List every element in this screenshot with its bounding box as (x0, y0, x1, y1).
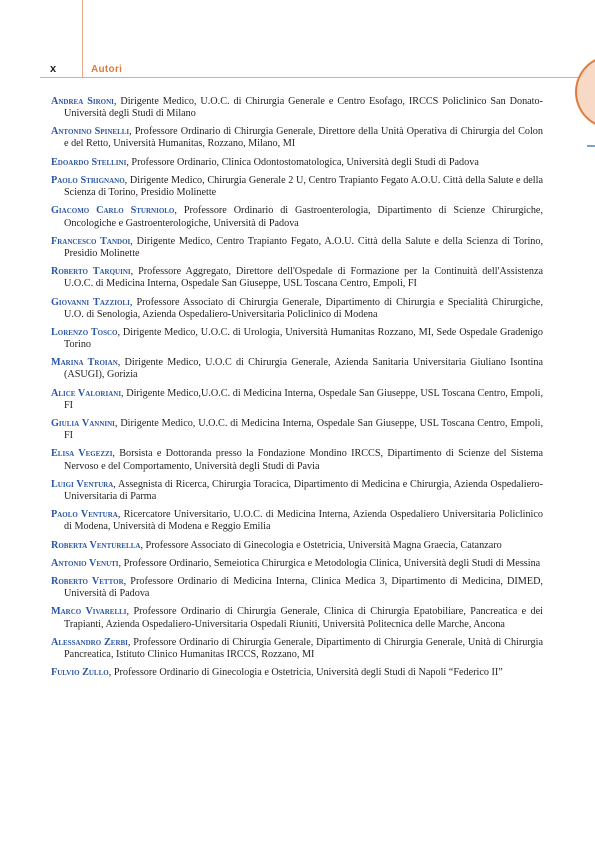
author-entry (51, 96, 543, 120)
author-affiliation: , Professore Ordinario di Chirurgia Generale, Clinica di Chirurgia Epatobiliare, Pancreatica e dei Trapianti, Azienda Ospedaliero-Universitaria Ospedali Riuniti, Università Politecnica delle Marche, Ancona (64, 606, 543, 630)
header-vertical-rule (82, 0, 83, 77)
author-affiliation: , Professore Ordinario di Chirurgia Generale, Dipartimento di Chirurgia Generale, Unità di Chirurgia Pancreatica, Istituto Clinico Humanitas IRCCS, Rozzano, MI (64, 636, 544, 660)
author-name: Roberto Vettor (51, 576, 124, 588)
author-affiliation: , Professore Ordinario, Clinica Odontostomatologica, Università degli Studi di Padova (126, 156, 479, 168)
author-name: Marco Vivarelli (51, 606, 127, 618)
author-list (51, 96, 543, 686)
author-entry (51, 327, 543, 351)
author-entry (51, 448, 543, 472)
author-entry (51, 418, 543, 442)
author-affiliation: , Dirigente Medico, Centro Trapianto Fegato, A.O.U. Città della Salute e della Scienza di Torino, Presidio Molinette (64, 235, 544, 259)
author-affiliation: , Professore Associato di Ginecologia e Ostetricia, Università Magna Graecia, Catanzaro (140, 539, 502, 551)
author-name: Giacomo Carlo Sturniolo (51, 205, 175, 217)
author-affiliation: , Professore Ordinario di Chirurgia Generale, Direttore della Unità Operativa di Chirurgia del Colon e del Retto, Università Humanitas, Rozzano, Milano, MI (64, 126, 543, 150)
chapter-tab-decoration (575, 55, 595, 129)
author-name: Paolo Ventura (51, 509, 118, 521)
author-entry (51, 576, 543, 600)
author-name: Giulia Vannini (51, 418, 115, 430)
author-name: Elisa Vegezzi (51, 448, 113, 460)
author-entry (51, 236, 543, 260)
author-affiliation: , Professore Ordinario di Medicina Interna, Clinica Medica 3, Dipartimento di Medicina, DIMED, Università di Padova (64, 576, 543, 600)
author-name: Fulvio Zullo (51, 667, 109, 679)
author-entry (51, 667, 543, 679)
author-entry (51, 357, 543, 381)
author-entry (51, 637, 543, 661)
author-affiliation: , Professore Aggregato, Direttore dell'Ospedale di Formazione per la Continuità dell'Assistenza U.O.C. di Medicina Interna, Ospedale San Giuseppe, USL Toscana Centro, Empoli, FI (64, 266, 543, 290)
author-affiliation: , Dirigente Medico, U.O.C. di Chirurgia Generale e Centro Esofago, IRCCS Policlinico San Donato-Università degli Studi di Milano (64, 96, 544, 120)
author-entry (51, 509, 543, 533)
author-entry (51, 297, 543, 321)
author-name: Luigi Ventura (51, 478, 114, 490)
page-number: x (50, 63, 57, 75)
author-name: Alice Valoriani (51, 387, 122, 399)
author-affiliation: , Dirigente Medico,U.O.C. di Medicina Interna, Ospedale San Giuseppe, USL Toscana Centro, Empoli, FI (64, 387, 543, 411)
author-affiliation: , Dirigente Medico, U.O.C di Chirurgia Generale, Azienda Sanitaria Universitaria Giuliano Isontina (ASUGI), Gorizia (64, 357, 543, 381)
author-affiliation: , Assegnista di Ricerca, Chirurgia Toracica, Dipartimento di Medicina e Chirurgia, Azienda Ospedaliero-Universitaria di Parma (64, 478, 543, 502)
section-title: Autori (91, 64, 123, 75)
author-name: Andrea Sironi (51, 96, 114, 107)
author-name: Antonino Spinelli (51, 126, 130, 138)
author-affiliation: , Dirigente Medico, U.O.C. di Medicina Interna, Ospedale San Giuseppe, USL Toscana Centro, Empoli, FI (64, 418, 544, 442)
author-name: Giovanni Tazzioli (51, 296, 130, 308)
author-entry (51, 388, 543, 412)
author-entry (51, 266, 543, 290)
author-name: Marina Troian (51, 357, 118, 369)
author-affiliation: , Borsista e Dottoranda presso la Fondazione Mondino IRCCS, Dipartimento di Scienze del Sistema Nervoso e del Comportamento, Università degli Studi di Pavia (64, 448, 543, 472)
author-name: Roberta Venturella (51, 539, 141, 551)
author-name: Paolo Strignano (51, 175, 125, 187)
author-entry (51, 540, 543, 552)
author-affiliation: , Ricercatore Universitario, U.O.C. di Medicina Interna, Azienda Ospedaliero Universitaria Policlinico di Modena, Università di Modena e Reggio Emilia (64, 509, 543, 533)
author-name: Lorenzo Tosco (51, 326, 118, 338)
author-entry (51, 558, 543, 570)
author-affiliation: , Dirigente Medico, Chirurgia Generale 2 U, Centro Trapianto Fegato A.O.U. Città della Salute e della Scienza di Torino, Presidio Molinette (64, 175, 543, 199)
author-affiliation: , Dirigente Medico, U.O.C. di Urologia, Università Humanitas Rozzano, MI, Sede Ospedale Gradenigo Torino (64, 326, 543, 350)
author-name: Francesco Tandoi (51, 235, 131, 247)
author-name: Alessandro Zerbi (51, 636, 128, 648)
author-entry (51, 157, 543, 169)
author-name: Antonio Venuti (51, 557, 119, 569)
author-entry (51, 606, 543, 630)
author-entry (51, 479, 543, 503)
author-affiliation: , Professore Ordinario di Ginecologia e Ostetricia, Università degli Studi di Napoli “Federico II” (108, 667, 503, 679)
author-affiliation: , Professore Ordinario, Semeiotica Chirurgica e Metodologia Clinica, Università degli Studi di Messina (118, 557, 541, 569)
author-affiliation: , Professore Associato di Chirurgia Generale, Dipartimento di Chirurgia e Specialità Chirurgiche, U.O. di Senologia, Azienda Ospedaliero-Universitaria Policlinico di Modena (64, 296, 544, 320)
author-affiliation: , Professore Ordinario di Gastroenterologia, Dipartimento di Scienze Chirurgiche, Oncologiche e Gastroenterologiche, Università di Padova (64, 205, 543, 229)
author-name: Edoardo Stellini (51, 156, 127, 168)
header-horizontal-rule (40, 77, 582, 78)
author-entry (51, 175, 543, 199)
author-entry (51, 205, 543, 229)
author-name: Roberto Tarquini (51, 266, 131, 278)
chapter-tab-marker (587, 145, 595, 147)
author-entry (51, 126, 543, 150)
